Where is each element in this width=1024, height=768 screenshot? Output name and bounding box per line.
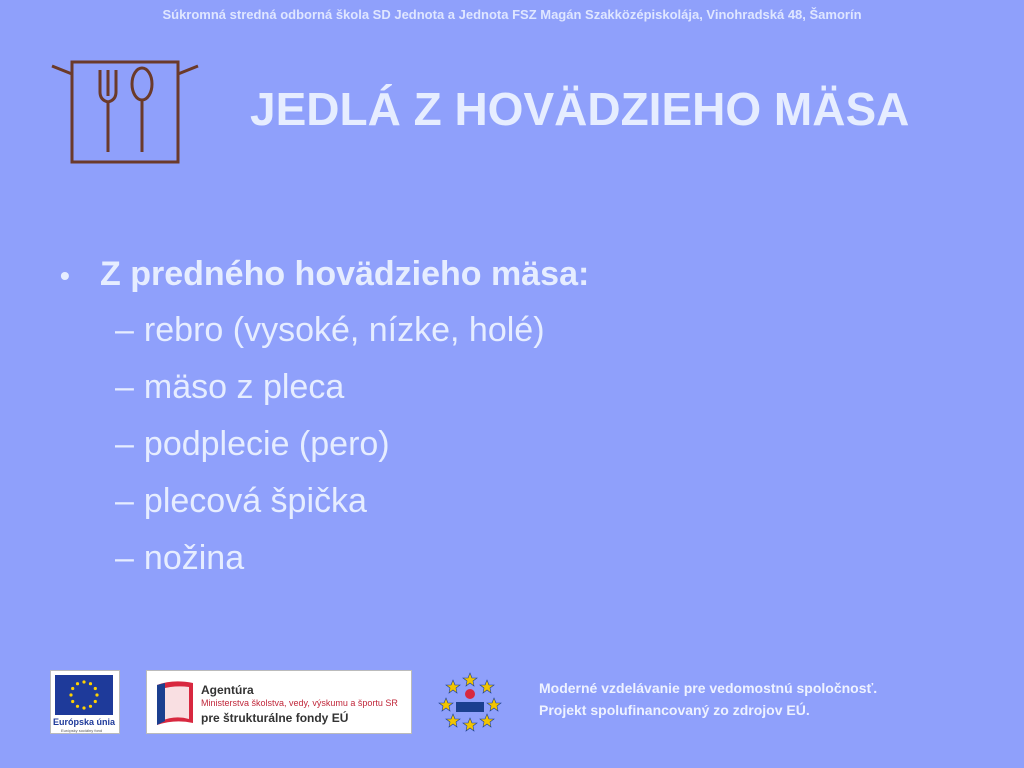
pot-cutlery-icon	[50, 56, 200, 166]
footer-project-text	[539, 677, 877, 721]
footer	[0, 668, 1024, 734]
dash-icon: –	[115, 539, 134, 577]
list-item-text: mäso z pleca	[143, 368, 345, 406]
footer-text-line2: Projekt spolufinancovaný zo zdrojov EÚ.	[539, 702, 810, 718]
main-bullet	[60, 255, 589, 294]
list-item	[115, 416, 589, 473]
agency-subtitle: pre štrukturálne fondy EÚ	[201, 711, 349, 725]
eu-label: Európska únia	[53, 717, 116, 727]
agency-title: Agentúra	[201, 683, 254, 697]
list-item-text: plecová špička	[143, 482, 367, 520]
agency-book-icon	[153, 677, 197, 729]
dash-icon: –	[115, 368, 134, 406]
dash-icon: –	[115, 311, 134, 349]
main-bullet-text: Z predného hovädzieho mäsa:	[100, 255, 590, 293]
eu-flag-icon	[55, 675, 113, 715]
sub-list	[115, 302, 589, 587]
list-item-text: podplecie (pero)	[143, 425, 390, 463]
dash-icon: –	[115, 482, 134, 520]
slide-title: JEDLÁ Z HOVÄDZIEHO MÄSA	[250, 83, 910, 135]
list-item-text: nožina	[143, 539, 245, 577]
eu-logo	[50, 670, 120, 734]
dash-icon: –	[115, 425, 134, 463]
bullet-dot-icon: •	[60, 260, 70, 291]
list-item-text: rebro (vysoké, nízke, holé)	[143, 311, 545, 349]
op-stars-icon	[438, 670, 502, 732]
list-item	[115, 359, 589, 416]
school-header: Súkromná stredná odborná škola SD Jednota a Jednota FSZ Magán Szakközépiskolája, Vinohradská 48, Šamorín	[162, 7, 862, 22]
list-item	[115, 302, 589, 359]
list-item	[115, 473, 589, 530]
footer-text-line1: Moderné vzdelávanie pre vedomostnú spoločnosť.	[539, 680, 878, 696]
agency-ministry: Ministerstva školstva, vedy, výskumu a športu SR	[201, 698, 398, 708]
slide-content	[60, 255, 589, 587]
agency-logo	[146, 670, 412, 734]
eu-sub-label: Európsky sociálny fond	[61, 728, 103, 733]
list-item	[115, 530, 589, 587]
